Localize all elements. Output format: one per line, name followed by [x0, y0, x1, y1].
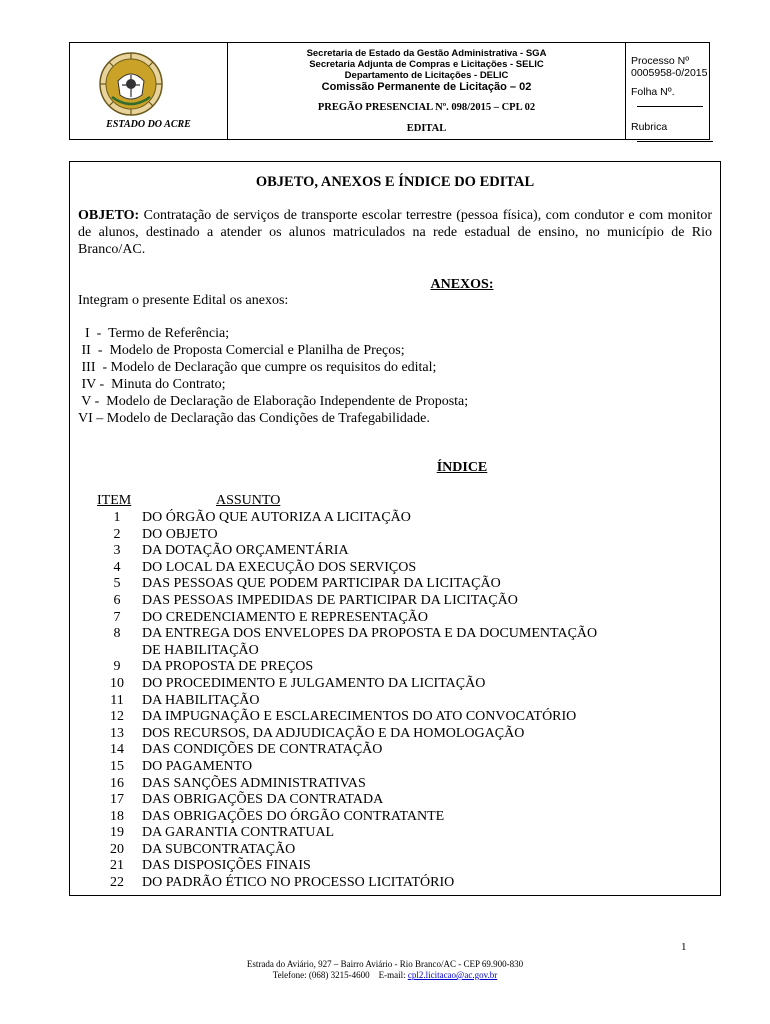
rubrica-field: [631, 121, 713, 145]
indice-heading: ÍNDICE: [436, 460, 488, 475]
header-line-edital: EDITAL: [406, 123, 447, 134]
index-row: [70, 625, 710, 658]
index-item-number: 20: [110, 841, 124, 857]
index-item-number: 10: [110, 675, 124, 691]
anexos-heading: ANEXOS:: [430, 277, 494, 292]
index-item-number: 22: [110, 875, 124, 891]
index-item-number: 13: [110, 725, 124, 741]
index-item-number: 11: [110, 692, 124, 708]
anexo-item: III - Modelo de Declaração que cumpre os requisitos do edital;: [78, 360, 437, 375]
index-item-subject: DA SUBCONTRATAÇÃO: [142, 841, 296, 857]
index-item-subject: DA PROPOSTA DE PREÇOS: [142, 659, 314, 675]
anexo-item: IV - Minuta do Contrato;: [78, 377, 226, 392]
index-item-subject: DA GARANTIA CONTRATUAL: [142, 825, 335, 841]
rubrica-blank: [637, 140, 713, 142]
anexos-heading-row: [70, 276, 720, 293]
index-row: [70, 824, 710, 841]
index-row: [70, 609, 710, 626]
index-item-number: 1: [113, 510, 121, 525]
index-row: [70, 658, 710, 675]
edital-content-box: [69, 161, 721, 896]
index-row: [70, 808, 710, 825]
index-item-subject: DO PROCEDIMENTO E JULGAMENTO DA LICITAÇÃO: [142, 675, 486, 691]
header-logo-cell: [70, 43, 228, 139]
index-row: [70, 542, 710, 559]
column-header-assunto: ASSUNTO: [216, 493, 281, 508]
index-row: [70, 791, 710, 808]
index-item-subject: DO PADRÃO ÉTICO NO PROCESSO LICITATÓRIO: [142, 875, 455, 891]
index-item-subject-continued: DE HABILITAÇÃO: [142, 642, 259, 658]
anexo-item: II - Modelo de Proposta Comercial e Planilha de Preços;: [78, 343, 405, 358]
index-item-subject: DO OBJETO: [142, 526, 218, 542]
state-crest-icon: [98, 51, 164, 117]
index-item-subject: DO PAGAMENTO: [142, 758, 253, 774]
index-item-subject: DAS PESSOAS QUE PODEM PARTICIPAR DA LICITAÇÃO: [142, 576, 501, 592]
index-row: [70, 775, 710, 792]
header-line-selic: Secretaria Adjunta de Compras e Licitações - SELIC: [309, 59, 544, 70]
index-item-number: 2: [113, 526, 121, 542]
index-row: [70, 758, 710, 775]
index-row: [70, 692, 710, 709]
index-row: [70, 841, 710, 858]
header-line-delic: Departamento de Licitações - DELIC: [344, 70, 509, 81]
index-item-subject: DAS OBRIGAÇÕES DA CONTRATADA: [142, 792, 384, 808]
folha-field: [631, 86, 709, 110]
header-line-sga: Secretaria de Estado da Gestão Administrativa - SGA: [306, 48, 547, 59]
index-item-subject: DAS SANÇÕES ADMINISTRATIVAS: [142, 775, 366, 791]
index-item-subject: DAS OBRIGAÇÕES DO ÓRGÃO CONTRATANTE: [142, 808, 445, 824]
anexo-item: I - Termo de Referência;: [78, 326, 230, 341]
anexo-item: VI – Modelo de Declaração das Condições de Trafegabilidade.: [78, 411, 430, 426]
folha-blank: [637, 105, 703, 107]
index-item-number: 9: [113, 659, 121, 675]
index-item-number: 12: [110, 709, 124, 725]
index-item-subject: DO ÓRGÃO QUE AUTORIZA A LICITAÇÃO: [142, 510, 411, 525]
index-item-subject: DA DOTAÇÃO ORÇAMENTÁRIA: [142, 543, 349, 559]
index-item-subject: DA IMPUGNAÇÃO E ESCLARECIMENTOS DO ATO CONVOCATÓRIO: [142, 709, 577, 725]
index-item-subject: DA HABILITAÇÃO: [142, 692, 260, 708]
indice-heading-row: [70, 459, 720, 476]
index-item-number: 5: [113, 576, 121, 592]
index-item-subject: DAS DISPOSIÇÕES FINAIS: [142, 858, 311, 874]
header-title-cell: [228, 43, 626, 139]
index-list: [70, 509, 710, 891]
index-row: [70, 857, 710, 874]
footer-phone: Telefone: (068) 3215-4600 E-mail:: [272, 970, 408, 980]
header-line-pregao: PREGÃO PRESENCIAL Nº. 098/2015 – CPL 02: [317, 102, 536, 113]
index-item-number: 7: [113, 609, 121, 625]
index-item-number: 17: [110, 792, 124, 808]
index-item-number: 21: [110, 858, 124, 874]
objeto-label: OBJETO:: [78, 208, 140, 223]
processo-number: Processo Nº 0005958-0/2015: [631, 55, 708, 79]
index-item-number: 19: [110, 825, 124, 841]
rubrica-label: Rubrica: [631, 121, 668, 133]
objeto-text: Contratação de serviços de transporte escolar terrestre (pessoa física), com condutor e com monitor de alunos, destinado a atender os alunos matriculados na rede estadual de ensino, no município de Rio Branco/AC.: [78, 208, 712, 257]
state-label: ESTADO DO ACRE: [106, 119, 191, 130]
folha-label: Folha Nº.: [631, 86, 675, 98]
index-item-number: 18: [110, 808, 124, 824]
index-item-subject: DAS PESSOAS IMPEDIDAS DE PARTICIPAR DA LICITAÇÃO: [142, 592, 518, 608]
header-line-commission: Comissão Permanente de Licitação – 02: [321, 81, 532, 93]
index-item-number: 6: [113, 592, 121, 608]
footer-contact: [0, 970, 770, 981]
index-item-number: 14: [110, 742, 124, 758]
index-row: [70, 509, 710, 526]
index-row: [70, 675, 710, 692]
index-row: [70, 874, 710, 891]
index-item-subject: DO CREDENCIAMENTO E REPRESENTAÇÃO: [142, 609, 429, 625]
index-item-number: 16: [110, 775, 124, 791]
index-item-number: 15: [110, 758, 124, 774]
index-row: [70, 575, 710, 592]
anexo-item: V - Modelo de Declaração de Elaboração Independente de Proposta;: [78, 394, 469, 409]
document-header: [69, 42, 710, 140]
index-row: [70, 725, 710, 742]
index-row: [70, 526, 710, 543]
objeto-paragraph: [78, 207, 712, 258]
index-item-number: 8: [113, 626, 121, 642]
footer-email-link[interactable]: cpl2.licitacao@ac.gov.br: [407, 970, 498, 980]
index-row: [70, 741, 710, 758]
column-header-item: ITEM: [97, 493, 132, 508]
header-process-cell: [626, 43, 709, 139]
index-item-number: 4: [113, 559, 121, 575]
section-title: OBJETO, ANEXOS E ÍNDICE DO EDITAL: [255, 174, 535, 190]
anexos-list: [78, 325, 468, 427]
index-item-number: 3: [113, 543, 121, 559]
footer-address: Estrada do Aviário, 927 – Bairro Aviário - Rio Branco/AC - CEP 69.900-830: [246, 959, 524, 969]
index-item-subject: DOS RECURSOS, DA ADJUDICAÇÃO E DA HOMOLOGAÇÃO: [142, 725, 525, 741]
index-row: [70, 559, 710, 576]
index-item-subject: DAS CONDIÇÕES DE CONTRATAÇÃO: [142, 742, 383, 758]
index-row: [70, 708, 710, 725]
index-item-subject: DA ENTREGA DOS ENVELOPES DA PROPOSTA E DA DOCUMENTAÇÃO: [142, 626, 598, 642]
page-number: 1: [681, 941, 687, 953]
integram-text: Integram o presente Edital os anexos:: [78, 293, 289, 308]
page-footer: [0, 959, 770, 981]
index-row: [70, 592, 710, 609]
index-item-subject: DO LOCAL DA EXECUÇÃO DOS SERVIÇOS: [142, 559, 417, 575]
